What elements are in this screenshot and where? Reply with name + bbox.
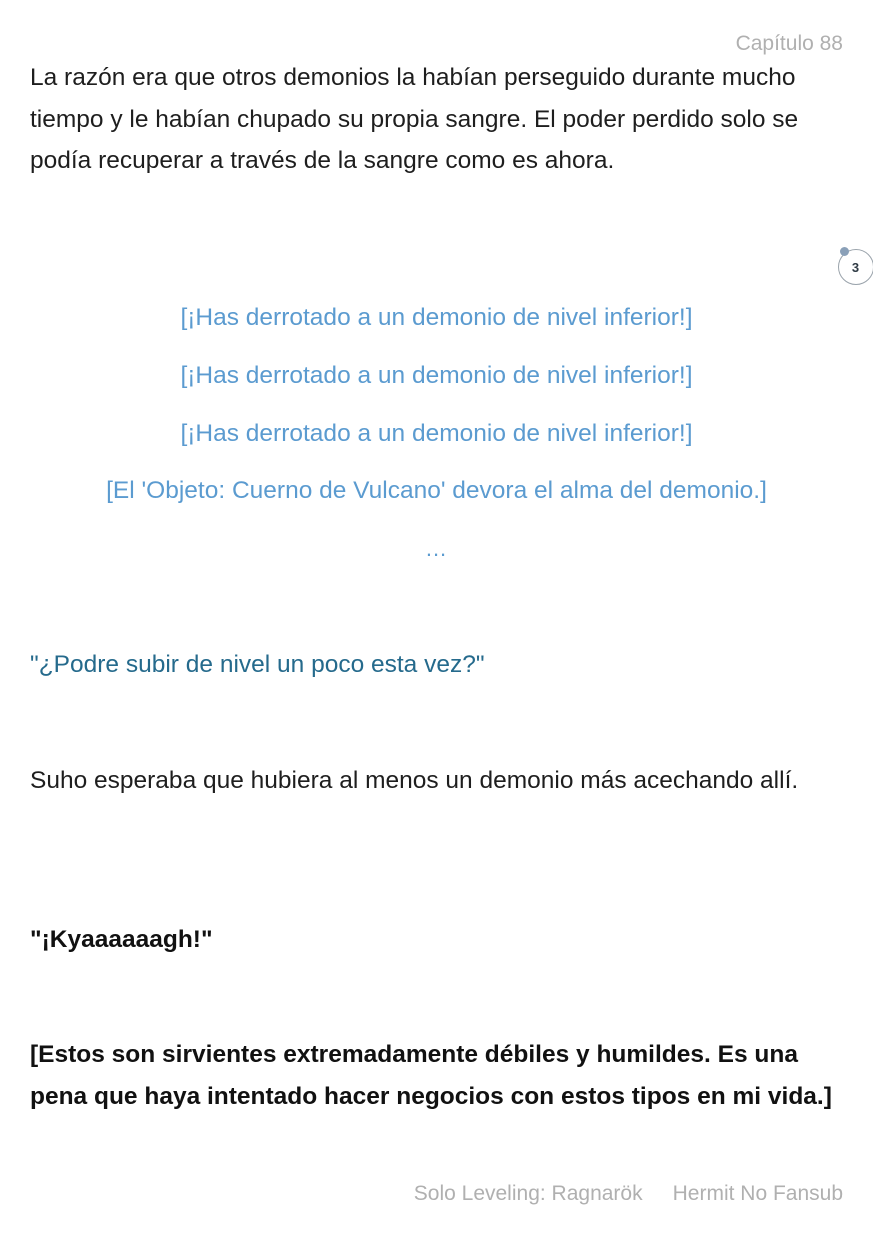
thought-line: "¿Podre subir de nivel un poco esta vez?" [30, 651, 485, 678]
footer-title: Solo Leveling: Ragnarök [413, 1182, 643, 1205]
system-message-4: [El 'Objeto: Cuerno de Vulcano' devora el alma del demonio.] [106, 477, 767, 504]
chapter-label: Capítulo 88 [735, 32, 843, 55]
page-number-badge[interactable] [838, 249, 873, 285]
page-number: 3 [851, 260, 860, 275]
footer [414, 1182, 843, 1206]
shout-line: "¡Kyaaaaaagh!" [30, 926, 213, 953]
system-message-2: [¡Has derrotado a un demonio de nivel inferior!] [180, 362, 693, 389]
system-message-3: [¡Has derrotado a un demonio de nivel inferior!] [180, 420, 693, 447]
paragraph-suho: Suho esperaba que hubiera al menos un demonio más acechando allí. [30, 767, 799, 794]
ellipsis: ... [425, 536, 448, 561]
system-message-1: [¡Has derrotado a un demonio de nivel inferior!] [180, 304, 693, 331]
paragraph-intro: La razón era que otros demonios la habían perseguido durante mucho tiempo y le habían chupado su propia sangre. El poder perdido solo se podía recuperar a través de la sangre como es ahora. [30, 64, 799, 174]
bold-paragraph: [Estos son sirvientes extremadamente débiles y humildes. Es una pena que haya intentado hacer negocios con estos tipos en mi vida.] [30, 1041, 832, 1110]
footer-group: Hermit No Fansub [672, 1182, 843, 1205]
